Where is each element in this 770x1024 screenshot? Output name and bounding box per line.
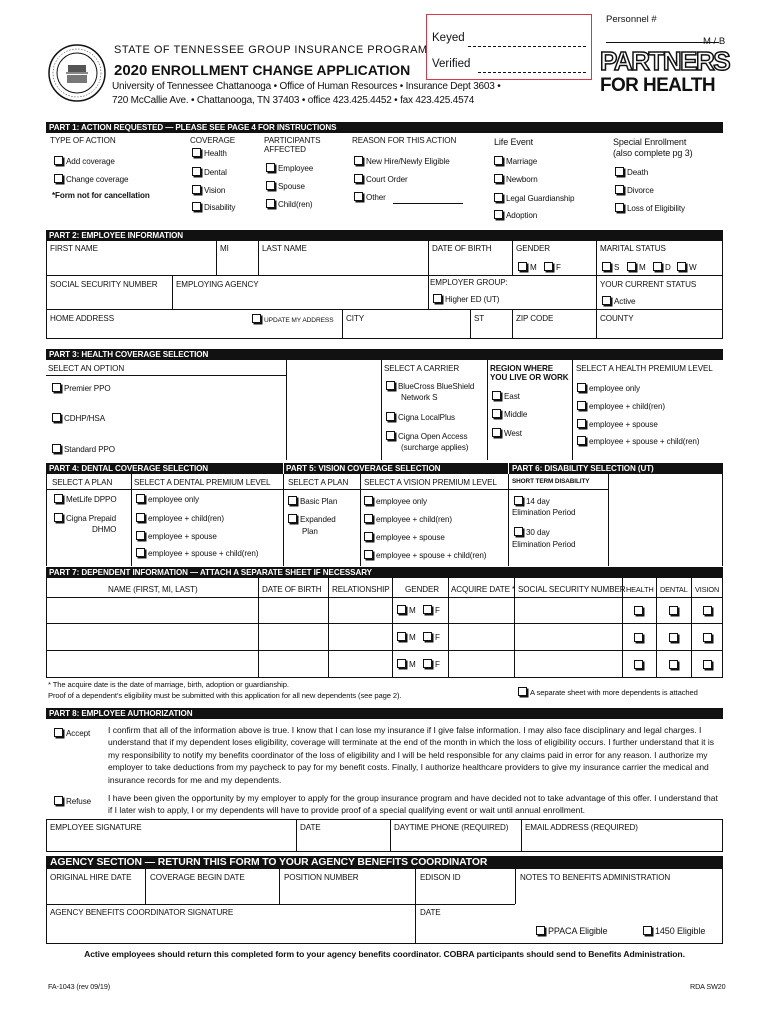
- form-year: 2020: [114, 62, 148, 79]
- dep-acquire-header: ACQUIRE DATE *: [451, 585, 516, 594]
- reason-label: REASON FOR THIS ACTION: [352, 136, 457, 145]
- employee-date-field[interactable]: DATE: [300, 823, 321, 832]
- checkbox-icon[interactable]: [518, 262, 527, 271]
- agency-header: AGENCY SECTION — RETURN THIS FORM TO YOUR AGENCY BENEFITS COORDINATOR: [46, 856, 723, 869]
- last-name-field[interactable]: LAST NAME: [262, 244, 307, 253]
- life-event-legal-guardianship[interactable]: Legal Guardianship: [494, 193, 574, 203]
- cigna-open-access-option[interactable]: Cigna Open Access: [386, 431, 467, 441]
- dep-name-header: NAME (FIRST, MI, LAST): [108, 585, 198, 594]
- life-event-adoption[interactable]: Adoption: [494, 210, 537, 220]
- city-field[interactable]: CITY: [346, 314, 365, 323]
- reason-court-order[interactable]: Court Order: [354, 174, 408, 184]
- agency-signature-field[interactable]: AGENCY BENEFITS COORDINATOR SIGNATURE: [50, 908, 234, 917]
- special-enrollment-note: (also complete pg 3): [613, 148, 693, 158]
- marital-status-label: MARITAL STATUS: [600, 244, 666, 253]
- dep-relationship-header: RELATIONSHIP: [332, 585, 390, 594]
- dep3-health-checkbox[interactable]: [634, 660, 643, 669]
- disability-14-day-option[interactable]: 14 day: [514, 496, 550, 506]
- coverage-disability[interactable]: Disability: [192, 202, 235, 212]
- cigna-dhmo-option[interactable]: Cigna Prepaid: [54, 513, 116, 523]
- accept-option[interactable]: Accept: [54, 728, 90, 738]
- marital-w-option[interactable]: W: [677, 262, 697, 272]
- dep1-health-checkbox[interactable]: [634, 606, 643, 615]
- higher-ed-option[interactable]: Higher ED (UT): [433, 294, 499, 304]
- vision-employee-spouse-children[interactable]: employee + spouse + child(ren): [364, 550, 486, 560]
- health-premium-employee-spouse[interactable]: employee + spouse: [577, 419, 658, 429]
- update-address-option[interactable]: UPDATE MY ADDRESS: [252, 314, 334, 324]
- checkbox-icon[interactable]: [544, 262, 553, 271]
- premier-ppo-option[interactable]: Premier PPO: [52, 383, 111, 393]
- checkbox-icon[interactable]: [494, 174, 503, 183]
- separate-sheet-option[interactable]: A separate sheet with more dependents is attached: [518, 687, 698, 697]
- checkbox-icon[interactable]: [577, 383, 586, 392]
- checkbox-icon[interactable]: [577, 401, 586, 410]
- checkbox-icon[interactable]: [54, 156, 63, 165]
- life-event-marriage[interactable]: Marriage: [494, 156, 537, 166]
- cigna-surcharge-note: (surcharge applies): [401, 443, 469, 452]
- checkbox-icon[interactable]: [54, 513, 63, 522]
- region-label-1: REGION WHERE: [490, 364, 554, 373]
- dep3-gender-f[interactable]: F: [423, 659, 440, 669]
- acquire-date-footnote: * The acquire date is the date of marriage, birth, adoption or guardianship.: [48, 680, 289, 689]
- state-field[interactable]: ST: [474, 314, 485, 323]
- checkbox-icon[interactable]: [494, 210, 503, 219]
- dep1-dental-checkbox[interactable]: [669, 606, 678, 615]
- checkbox-icon[interactable]: [494, 156, 503, 165]
- special-enrollment-label: Special Enrollment: [613, 137, 687, 147]
- email-field[interactable]: EMAIL ADDRESS (REQUIRED): [525, 823, 638, 832]
- dental-employee-spouse-children[interactable]: employee + spouse + child(ren): [136, 548, 258, 558]
- dep-health-header: HEALTH: [626, 585, 654, 594]
- dep1-gender-f[interactable]: F: [423, 605, 440, 615]
- checkbox-icon[interactable]: [354, 192, 363, 201]
- checkbox-icon[interactable]: [52, 383, 61, 392]
- daytime-phone-field[interactable]: DAYTIME PHONE (REQUIRED): [394, 823, 509, 832]
- checkbox-icon[interactable]: [536, 926, 545, 935]
- form-title-text: ENROLLMENT CHANGE APPLICATION: [151, 62, 411, 78]
- cigna-localplus-option[interactable]: Cigna LocalPlus: [386, 412, 455, 422]
- notes-field[interactable]: NOTES TO BENEFITS ADMINISTRATION: [520, 873, 671, 882]
- marital-s-option[interactable]: S: [602, 262, 619, 272]
- mi-field[interactable]: MI: [220, 244, 229, 253]
- original-hire-date-field[interactable]: ORIGINAL HIRE DATE: [50, 873, 132, 882]
- checkbox-icon[interactable]: [677, 262, 686, 271]
- checkbox-icon[interactable]: [364, 514, 373, 523]
- special-death[interactable]: Death: [615, 167, 648, 177]
- checkbox-icon[interactable]: [54, 494, 63, 503]
- checkbox-icon[interactable]: [492, 428, 501, 437]
- dep2-dental-checkbox[interactable]: [669, 633, 678, 642]
- checkbox-icon[interactable]: [54, 174, 63, 183]
- part2-header: PART 2: EMPLOYEE INFORMATION: [46, 230, 723, 241]
- coverage-label: COVERAGE: [190, 136, 236, 145]
- add-coverage-option[interactable]: Add coverage: [54, 156, 115, 166]
- checkbox-icon[interactable]: [518, 687, 527, 696]
- address-line-1: University of Tennessee Chattanooga • Office of Human Resources • Insurance Dept 3603 •: [112, 81, 501, 92]
- participants-label: PARTICIPANTS: [264, 136, 321, 145]
- checkbox-icon[interactable]: [52, 413, 61, 422]
- special-divorce[interactable]: Divorce: [615, 185, 654, 195]
- part6-header: PART 6: DISABILITY SELECTION (UT): [512, 464, 654, 473]
- checkbox-icon[interactable]: [615, 203, 624, 212]
- partners-logo: [600, 46, 730, 104]
- vision-premium-label: SELECT A VISION PREMIUM LEVEL: [364, 478, 497, 487]
- checkbox-icon[interactable]: [492, 391, 501, 400]
- checkbox-icon[interactable]: [136, 531, 145, 540]
- keyed-label: Keyed: [432, 32, 465, 44]
- part4-header: PART 4: DENTAL COVERAGE SELECTION: [49, 464, 209, 473]
- vision-plan-label: SELECT A PLAN: [288, 478, 349, 487]
- dental-employee-children[interactable]: employee + child(ren): [136, 513, 224, 523]
- checkbox-icon[interactable]: [386, 431, 395, 440]
- ppaca-eligible-option[interactable]: PPACA Eligible: [536, 926, 607, 936]
- dep1-gender-m[interactable]: M: [397, 605, 416, 615]
- short-term-disability-label: SHORT TERM DISABILITY: [512, 478, 590, 485]
- checkbox-icon[interactable]: [494, 193, 503, 202]
- dental-premium-label: SELECT A DENTAL PREMIUM LEVEL: [134, 478, 271, 487]
- checkbox-icon[interactable]: [386, 412, 395, 421]
- participant-spouse[interactable]: Spouse: [266, 181, 305, 191]
- life-event-label: Life Event: [494, 137, 534, 147]
- metlife-option[interactable]: MetLife DPPO: [54, 494, 117, 504]
- checkbox-icon[interactable]: [577, 436, 586, 445]
- health-premium-employee-spouse-children[interactable]: employee + spouse + child(ren): [577, 436, 699, 446]
- checkbox-icon[interactable]: [54, 796, 63, 805]
- personnel-number-label: Personnel #: [606, 14, 657, 25]
- checkbox-icon[interactable]: [54, 728, 63, 737]
- agency-date-field[interactable]: DATE: [420, 908, 441, 917]
- dob-field[interactable]: DATE OF BIRTH: [432, 244, 492, 253]
- checkbox-icon[interactable]: [397, 605, 406, 614]
- dep3-dental-checkbox[interactable]: [669, 660, 678, 669]
- coverage-health[interactable]: Health: [192, 148, 227, 158]
- dep-ssn-header: SOCIAL SECURITY NUMBER: [518, 585, 626, 594]
- checkbox-icon[interactable]: [423, 659, 432, 668]
- part8-header: PART 8: EMPLOYEE AUTHORIZATION: [46, 708, 723, 719]
- checkbox-icon[interactable]: [266, 181, 275, 190]
- state-program-title: STATE OF TENNESSEE GROUP INSURANCE PROGRAM: [114, 44, 428, 56]
- edison-id-field[interactable]: EDISON ID: [420, 873, 461, 882]
- expanded-plan-option[interactable]: Expanded: [288, 514, 336, 524]
- change-coverage-option[interactable]: Change coverage: [54, 174, 128, 184]
- coverage-vision[interactable]: Vision: [192, 185, 225, 195]
- standard-ppo-option[interactable]: Standard PPO: [52, 444, 115, 454]
- refuse-option[interactable]: Refuse: [54, 796, 91, 806]
- state-seal: [48, 44, 106, 102]
- expanded-plan-label: Plan: [302, 527, 318, 536]
- proof-footnote: Proof of a dependent’s eligibility must be submitted with this application for all new dependents (see page 2).: [48, 691, 402, 700]
- region-middle-option[interactable]: Middle: [492, 409, 527, 419]
- checkbox-icon[interactable]: [252, 314, 261, 323]
- bcbs-option[interactable]: BlueCross BlueShield: [386, 381, 474, 391]
- current-status-label: YOUR CURRENT STATUS: [600, 280, 697, 289]
- checkbox-icon[interactable]: [643, 926, 652, 935]
- checkbox-icon[interactable]: [397, 659, 406, 668]
- checkbox-icon[interactable]: [492, 409, 501, 418]
- position-number-field[interactable]: POSITION NUMBER: [284, 873, 359, 882]
- basic-plan-option[interactable]: Basic Plan: [288, 496, 337, 506]
- logo-line-1: PARTNERS: [600, 46, 730, 76]
- checkbox-icon[interactable]: [364, 550, 373, 559]
- checkbox-icon[interactable]: [423, 605, 432, 614]
- region-label-2: YOU LIVE OR WORK: [490, 373, 569, 382]
- dep-gender-header: GENDER: [405, 585, 440, 594]
- accept-statement: I confirm that all of the information above is true. I know that I can lose my insurance if I give false information. I may also face disciplinary and legal charges. I understand that if my dependent loses eligibility, coverage will terminate at the end of the month in which the loss of eligibility occurs. I further understand that it is my responsibility to notify my benefits coordinator of the loss of eligibility and I will be held responsible for any claims paid in error for any reason. I authorize my employer to take deductions from my paycheck to pay for my benefit costs. Finally, I authorize healthcare providers to give my insurance carrier the medical and insurance records for me and my dependents.: [108, 725, 715, 785]
- part3-header: PART 3: HEALTH COVERAGE SELECTION: [46, 349, 723, 360]
- employing-agency-field[interactable]: EMPLOYING AGENCY: [176, 280, 259, 289]
- employee-signature-field[interactable]: EMPLOYEE SIGNATURE: [50, 823, 142, 832]
- checkbox-icon[interactable]: [192, 185, 201, 194]
- cdhp-hsa-option[interactable]: CDHP/HSA: [52, 413, 105, 423]
- dental-employee-only[interactable]: employee only: [136, 494, 199, 504]
- type-of-action-label: TYPE OF ACTION: [50, 136, 116, 145]
- vision-employee-only[interactable]: employee only: [364, 496, 427, 506]
- checkbox-icon[interactable]: [627, 262, 636, 271]
- checkbox-icon[interactable]: [615, 185, 624, 194]
- checkbox-icon[interactable]: [514, 496, 523, 505]
- part5-header: PART 5: VISION COVERAGE SELECTION: [286, 464, 441, 473]
- select-carrier-label: SELECT A CARRIER: [384, 364, 460, 373]
- checkbox-icon[interactable]: [423, 632, 432, 641]
- vision-employee-children[interactable]: employee + child(ren): [364, 514, 452, 524]
- logo-line-2: FOR HEALTH: [600, 75, 716, 96]
- mb-label: M / B: [703, 36, 726, 47]
- checkbox-icon[interactable]: [615, 167, 624, 176]
- eligible-1450-option[interactable]: 1450 Eligible: [643, 926, 705, 936]
- vision-employee-spouse[interactable]: employee + spouse: [364, 532, 445, 542]
- checkbox-icon[interactable]: [266, 199, 275, 208]
- dep3-vision-checkbox[interactable]: [703, 660, 712, 669]
- checkbox-icon[interactable]: [136, 548, 145, 557]
- rda-number: RDA SW20: [690, 982, 726, 991]
- checkbox-icon[interactable]: [514, 527, 523, 536]
- employer-group-label: EMPLOYER GROUP:: [430, 278, 508, 287]
- form-not-for-cancellation-note: *Form not for cancellation: [52, 191, 150, 200]
- checkbox-icon[interactable]: [192, 148, 201, 157]
- dep-dob-header: DATE OF BIRTH: [262, 585, 322, 594]
- checkbox-icon[interactable]: [192, 167, 201, 176]
- zip-field[interactable]: ZIP CODE: [516, 314, 554, 323]
- dep2-vision-checkbox[interactable]: [703, 633, 712, 642]
- checkbox-icon[interactable]: [653, 262, 662, 271]
- disability-14-day-label: Elimination Period: [512, 508, 576, 517]
- bcbs-network-label: Network S: [401, 393, 438, 402]
- dep2-gender-f[interactable]: F: [423, 632, 440, 642]
- marital-m-option[interactable]: M: [627, 262, 646, 272]
- dep2-gender-m[interactable]: M: [397, 632, 416, 642]
- checkbox-icon[interactable]: [364, 496, 373, 505]
- keyed-line[interactable]: [468, 46, 586, 47]
- dental-employee-spouse[interactable]: employee + spouse: [136, 531, 217, 541]
- health-premium-employee-children[interactable]: employee + child(ren): [577, 401, 665, 411]
- special-loss-of-eligibility[interactable]: Loss of Eligibility: [615, 203, 685, 213]
- region-east-option[interactable]: East: [492, 391, 520, 401]
- home-address-field[interactable]: HOME ADDRESS: [50, 314, 115, 323]
- checkbox-icon[interactable]: [602, 262, 611, 271]
- footer-note: Active employees should return this completed form to your agency benefits coordinator. COBRA participants should send to Benefits Administration.: [84, 949, 685, 959]
- dep-dental-header: DENTAL: [660, 585, 688, 594]
- checkbox-icon[interactable]: [288, 514, 297, 523]
- reason-new-hire[interactable]: New Hire/Newly Eligible: [354, 156, 450, 166]
- part7-header: PART 7: DEPENDENT INFORMATION — ATTACH A SEPARATE SHEET IF NECESSARY: [46, 567, 723, 578]
- form-title: [114, 62, 410, 79]
- gender-label: GENDER: [516, 244, 551, 253]
- checkbox-icon[interactable]: [354, 156, 363, 165]
- dep3-gender-m[interactable]: M: [397, 659, 416, 669]
- checkbox-icon[interactable]: [602, 296, 611, 305]
- checkbox-icon[interactable]: [136, 513, 145, 522]
- health-premium-employee-only[interactable]: employee only: [577, 383, 640, 393]
- dental-plan-label: SELECT A PLAN: [52, 478, 113, 487]
- checkbox-icon[interactable]: [266, 163, 275, 172]
- life-event-newborn[interactable]: Newborn: [494, 174, 538, 184]
- checkbox-icon[interactable]: [288, 496, 297, 505]
- disability-30-day-option[interactable]: 30 day: [514, 527, 550, 537]
- participant-children[interactable]: Child(ren): [266, 199, 313, 209]
- first-name-field[interactable]: FIRST NAME: [50, 244, 98, 253]
- reason-other-line[interactable]: [393, 203, 463, 204]
- keyed-box: [426, 14, 592, 80]
- checkbox-icon[interactable]: [192, 202, 201, 211]
- checkbox-icon[interactable]: [136, 494, 145, 503]
- verified-line[interactable]: [478, 72, 586, 73]
- refuse-statement: I have been given the opportunity by my employer to apply for the group insurance program and have decided not to take advantage of this offer. I understand that if I later wish to apply, I or my dependents will have to provide proof of a special qualifying event or wait until annual enrollment.: [108, 793, 718, 816]
- checkbox-icon[interactable]: [52, 444, 61, 453]
- checkbox-icon[interactable]: [354, 174, 363, 183]
- reason-other[interactable]: Other: [354, 192, 386, 202]
- checkbox-icon[interactable]: [386, 381, 395, 390]
- marital-d-option[interactable]: D: [653, 262, 671, 272]
- address-line-2: 720 McCallie Ave. • Chattanooga, TN 37403 • office 423.425.4452 • fax 423.425.4574: [112, 95, 475, 106]
- county-field[interactable]: COUNTY: [600, 314, 634, 323]
- disability-30-day-label: Elimination Period: [512, 540, 576, 549]
- coverage-begin-date-field[interactable]: COVERAGE BEGIN DATE: [150, 873, 245, 882]
- cigna-dhmo-label: DHMO: [92, 525, 117, 534]
- region-west-option[interactable]: West: [492, 428, 522, 438]
- select-option-label: SELECT AN OPTION: [48, 364, 125, 373]
- coverage-dental[interactable]: Dental: [192, 167, 227, 177]
- active-option[interactable]: Active: [602, 296, 635, 306]
- participant-employee[interactable]: Employee: [266, 163, 313, 173]
- part1-header: PART 1: ACTION REQUESTED — PLEASE SEE PAGE 4 FOR INSTRUCTIONS: [46, 122, 723, 133]
- gender-m-option[interactable]: M: [518, 262, 537, 272]
- checkbox-icon[interactable]: [433, 294, 442, 303]
- gender-f-option[interactable]: F: [544, 262, 561, 272]
- health-premium-label: SELECT A HEALTH PREMIUM LEVEL: [576, 364, 713, 373]
- ssn-field[interactable]: SOCIAL SECURITY NUMBER: [50, 280, 158, 289]
- dep-vision-header: VISION: [695, 585, 720, 594]
- affected-label: AFFECTED: [264, 145, 306, 154]
- dep2-health-checkbox[interactable]: [634, 633, 643, 642]
- form-number: FA-1043 (rev 09/19): [48, 982, 111, 991]
- checkbox-icon[interactable]: [577, 419, 586, 428]
- verified-label: Verified: [432, 58, 471, 70]
- checkbox-icon[interactable]: [397, 632, 406, 641]
- checkbox-icon[interactable]: [364, 532, 373, 541]
- dep1-vision-checkbox[interactable]: [703, 606, 712, 615]
